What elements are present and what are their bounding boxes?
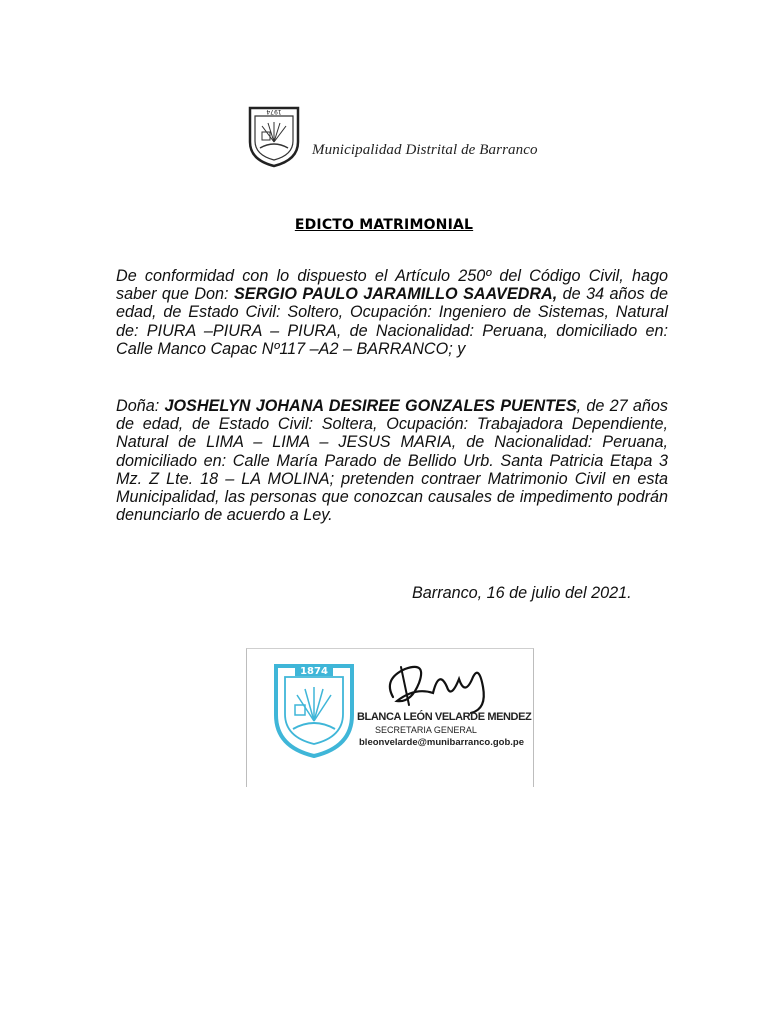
signature-block (246, 648, 534, 787)
signatory-name: BLANCA LEÓN VELARDE MENDEZ (357, 711, 532, 723)
paragraph-groom (116, 267, 668, 358)
handwritten-signature-icon (375, 657, 505, 717)
letterhead (246, 104, 536, 170)
municipal-stamp-icon (273, 663, 355, 759)
paragraph-bride-details: , de 27 años de edad, de Estado Civil: Soltera, Ocupación: Trabajadora Dependiente, Natural de LIMA – LIMA – JESUS MARIA, de Nacionalidad: Peruana, domiciliado en: Calle María Parado de Bellido Urb. Santa Patricia Etapa 3 Mz. Z Lte. 18 – LA MOLINA; pretenden contraer Matrimonio Civil en esta Municipalidad, las personas que conozcan causales de impedimento podrán denunciarlo de acuerdo a Ley. (116, 397, 668, 525)
svg-text:1974: 1974 (266, 108, 282, 115)
groom-name: SERGIO PAULO JARAMILLO SAAVEDRA, (233, 285, 558, 304)
bride-name: JOSHELYN JOHANA DESIREE GONZALES PUENTES (164, 397, 577, 415)
municipal-seal-icon (246, 104, 302, 168)
paragraph-bride (116, 397, 668, 524)
paragraph-groom-intro: De conformidad con lo dispuesto el Artículo 250º del Código Civil, hago saber que Don: (116, 267, 668, 304)
signatory-role: SECRETARIA GENERAL (375, 725, 477, 735)
svg-text:1874: 1874 (300, 666, 328, 677)
signatory-email: bleonvelarde@munibarranco.gob.pe (359, 737, 524, 748)
paragraph-groom-details: de 34 años de edad, de Estado Civil: Soltero, Ocupación: Ingeniero de Sistemas, Natural de: PIURA –PIURA – PIURA, de Nacionalidad: Peruana, domiciliado en: Calle Manco Capac Nº117 –A2 – BARRANCO; y (116, 285, 669, 358)
dateline: Barranco, 16 de julio del 2021. (412, 584, 632, 602)
institution-name: Municipalidad Distrital de Barranco (312, 142, 538, 158)
paragraph-bride-intro: Doña: (116, 397, 165, 415)
document-title: EDICTO MATRIMONIAL (294, 217, 474, 233)
